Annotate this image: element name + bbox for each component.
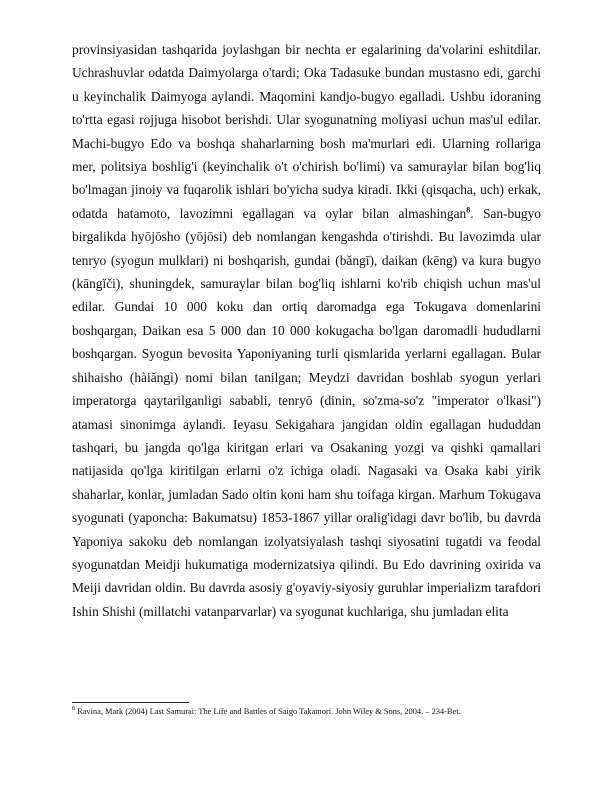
footnote-reference: 8 xyxy=(466,205,471,215)
body-paragraph xyxy=(72,38,541,623)
paragraph-main-text: provinsiyasidan tashqarida joylashgan bir nechta er egalarining da'volarini eshitdilar. Uchrashuvlar odatda Daimyolarga o'tardi; Oka Tadasuke bundan mustasno edi, garchi u keyinchalik Daimyoga aylandi. Maqomini kandjo-bugyo egalladi. Ushbu idoraning to'rtta egasi rojjuga hisobot berishdi. Ular syogunatning moliyasi uchun mas'ul edilar. Machi-bugyo Edo va boshqa shaharlarning bosh ma'murlari edi. Ularning rollariga mer, politsiya boshlig'i (keyinchalik o't o'chirish bo'limi) va samuraylar bilan bog'liq bo'lmagan jinoiy va fuqarolik ishlari bo'yicha sudya kiradi. Ikki (qisqacha, uch) erkak, odatda hatamoto, lavozimni egallagan va oylar bilan almashingan xyxy=(72,42,541,221)
paragraph-continuation-text: . San-bugyo birgalikda hyōjōsho (yōjōsi) deb nomlangan kengashda o'tirishdi. Bu lavozimda ular tenryo (syogun mulklari) ni boshqarish, gundai (bǎngī), daikan (kēng) va kura bugyo (kāngǐči), shuningdek, samuraylar bilan bog'liq ishlarni ko'rib chiqish uchun mas'ul edilar. Gundai 10 000 koku dan ortiq daromadga ega Tokugava domenlarini boshqargan, Daikan esa 5 000 dan 10 000 kokugacha bo'lgan daromadli hududlarni boshqargan. Syogun bevosita Yaponiyaning turli qismlarida yerlarni egallagan. Bular shihaisho (hàiǎngì) nomi bilan tanilgan; Meydzi davridan boshlab syogun yerlari imperatorga qaytarilganligi sababli, tenryō (dinin, so'zma-so'z "imperator o'lkasi") atamasi sinonimga aylandi. Ieyasu Sekigahara jangidan oldin egallagan hududdan tashqari, bu jangda qo'lga kiritgan erlari va Osakaning yozgi va qishki qamallari natijasida qo'lga kiritilgan erlarni o'z ichiga oladi. Nagasaki va Osaka kabi yirik shaharlar, konlar, jumladan Sado oltin koni ham shu toifaga kirgan. Marhum Tokugava syogunati (yaponcha: Bakumatsu) 1853-1867 yillar oralig'idagi davr bo'lib, bu davrda Yaponiya sakoku deb nomlangan izolyatsiyalash tashqi siyosatini tugatdi va feodal syogunatdan Meidji hukumatiga modernizatsiya qilindi. Bu Edo davrining oxirida va Meiji davridan oldin. Bu davrda asosiy g'oyaviy-siyosiy guruhlar imperializm tarafdori Ishin Shishi (millatchi vatanparvarlar) va syogunat kuchlariga, shu jumladan elita xyxy=(72,205,542,619)
footnote-text: Ravina, Mark (2004) Last Samurai: The Life and Battles of Saigo Takamori. John Wiley & Sons, 2004. – 234-Bet. xyxy=(77,707,461,716)
footnote-number: 8 xyxy=(72,706,75,713)
footnote xyxy=(72,706,542,717)
footnote-divider xyxy=(72,702,189,703)
